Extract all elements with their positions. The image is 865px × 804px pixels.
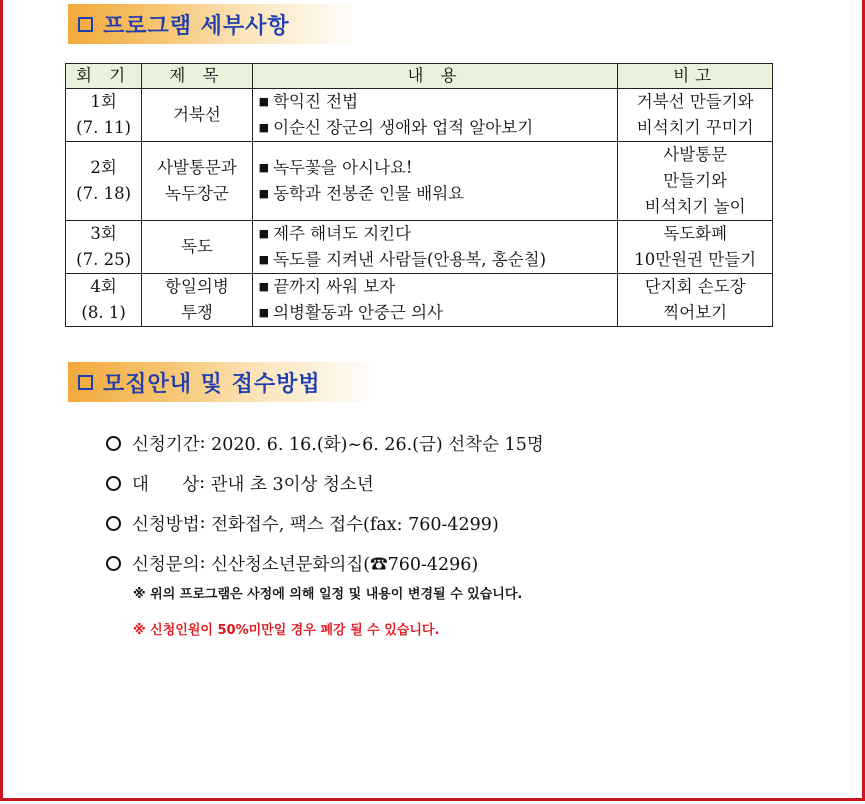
square-bullet-icon: ■ [258, 227, 270, 240]
note-cell: 거북선 만들기와 비석치기 꾸미기 [618, 89, 773, 142]
list-item: 신청방법 : 전화접수, 팩스 접수(fax: 760-4299) [106, 503, 544, 543]
table-row [66, 221, 773, 274]
square-bullet-icon [78, 17, 93, 32]
title-cell: 항일의병 투쟁 [142, 274, 252, 327]
list-item: 신청문의 : 신산청소년문화의집(☎760-4296) [106, 543, 544, 583]
section-header-program-details [68, 4, 358, 44]
program-table [65, 63, 773, 327]
note-cell: 단지회 손도장 찍어보기 [618, 274, 773, 327]
session-cell: 3회 (7. 25) [66, 221, 142, 274]
title-cell: 사발통문과 녹두장군 [142, 142, 252, 221]
session-cell: 4회 (8. 1) [66, 274, 142, 327]
cancellation-notice: ※ 신청인원이 50%미만일 경우 폐강 될 수 있습니다. [133, 623, 440, 638]
header-title: 제 목 [142, 64, 252, 89]
circle-bullet-icon [106, 436, 121, 451]
session-cell: 2회 (7. 18) [66, 142, 142, 221]
schedule-change-notice: ※ 위의 프로그램은 사정에 의해 일정 및 내용이 변경될 수 있습니다. [133, 587, 523, 602]
circle-bullet-icon [106, 516, 121, 531]
table-row [66, 89, 773, 142]
title-cell: 거북선 [142, 89, 252, 142]
circle-bullet-icon [106, 556, 121, 571]
content-cell: ■ 제주 해녀도 지킨다 ■ 독도를 지켜낸 사람들(안용복, 홍순칠) [252, 221, 618, 274]
table-row [66, 142, 773, 221]
header-note: 비고 [618, 64, 773, 89]
square-bullet-icon: ■ [258, 306, 270, 319]
table-row [66, 274, 773, 327]
table-header-row [66, 64, 773, 89]
square-bullet-icon: ■ [258, 187, 270, 200]
note-cell: 독도화폐 10만원권 만들기 [618, 221, 773, 274]
section-title: 프로그램 세부사항 [103, 13, 290, 39]
square-bullet-icon: ■ [258, 253, 270, 266]
recruitment-info-list [106, 423, 544, 583]
content-cell: ■ 끝까지 싸워 보자 ■ 의병활동과 안중근 의사 [252, 274, 618, 327]
title-cell: 독도 [142, 221, 252, 274]
header-content: 내 용 [252, 64, 618, 89]
note-cell: 사발통문 만들기와 비석치기 놀이 [618, 142, 773, 221]
square-bullet-icon: ■ [258, 280, 270, 293]
list-item: 대 상 : 관내 초 3이상 청소년 [106, 463, 544, 503]
list-item: 신청기간 : 2020. 6. 16.(화)~6. 26.(금) 선착순 15명 [106, 423, 544, 463]
section-header-recruitment [68, 362, 378, 402]
square-bullet-icon [78, 375, 93, 390]
session-cell: 1회 (7. 11) [66, 89, 142, 142]
square-bullet-icon: ■ [258, 161, 270, 174]
square-bullet-icon: ■ [258, 95, 270, 108]
square-bullet-icon: ■ [258, 121, 270, 134]
circle-bullet-icon [106, 476, 121, 491]
section-title: 모집안내 및 접수방법 [103, 371, 321, 397]
content-cell: ■ 학익진 전법 ■ 이순신 장군의 생애와 업적 알아보기 [252, 89, 618, 142]
content-cell: ■ 녹두꽃을 아시나요! ■ 동학과 전봉준 인물 배워요 [252, 142, 618, 221]
header-session: 회 기 [66, 64, 142, 89]
